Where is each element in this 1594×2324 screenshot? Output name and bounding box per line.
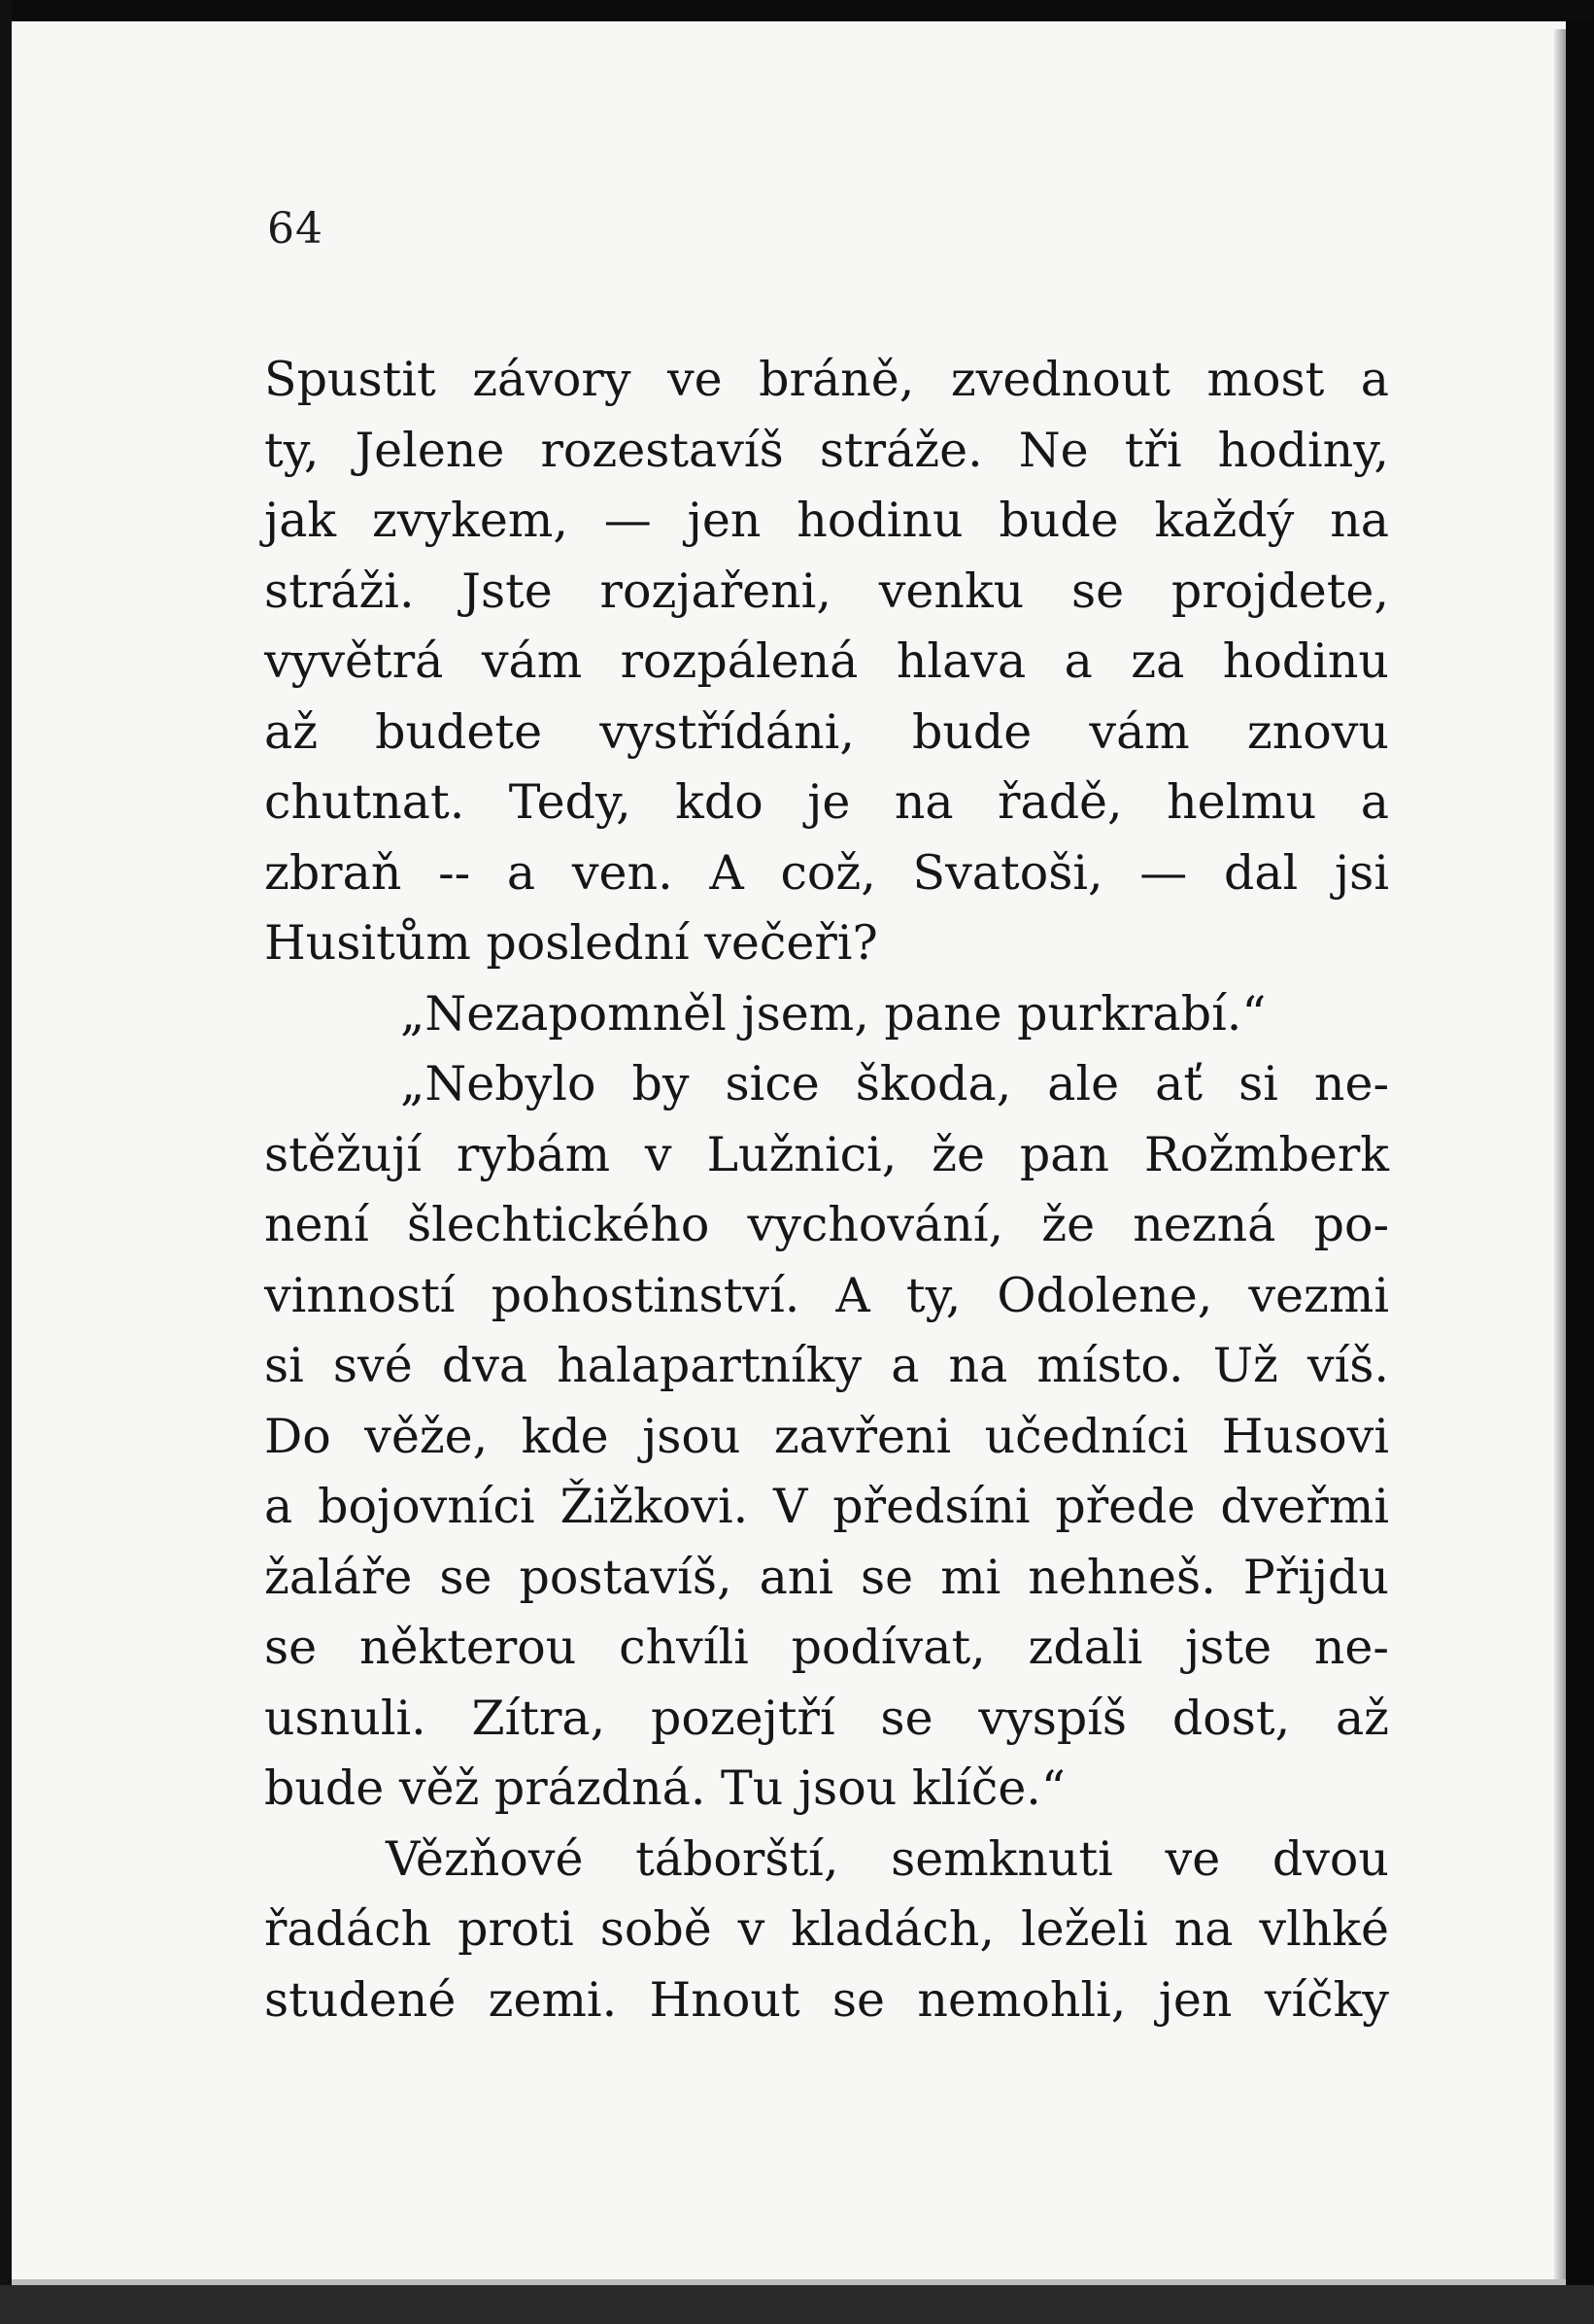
text-line: žaláře se postavíš, ani se mi nehneš. Přijdu bbox=[264, 1549, 1389, 1605]
text-line: Spustit závory ve bráně, zvednout most a bbox=[264, 352, 1389, 407]
text-line: a bojovníci Žižkovi. V předsíni přede dveřmi bbox=[264, 1479, 1389, 1534]
text-line: jak zvykem, — jen hodinu bude každý na bbox=[264, 493, 1389, 548]
text-line: chutnat. Tedy, kdo je na řadě, helmu a bbox=[264, 774, 1389, 830]
text-line: Husitům poslední večeři? bbox=[264, 915, 878, 971]
text-line: vinností pohostinství. A ty, Odolene, vezmi bbox=[264, 1267, 1389, 1323]
text-line: „Nezapomněl jsem, pane purkrabí.“ bbox=[400, 985, 1267, 1042]
text-line: se některou chvíli podívat, zdali jste ne- bbox=[264, 1620, 1389, 1675]
text-line: „Nebylo by sice škoda, ale ať si ne- bbox=[400, 1056, 1389, 1111]
text-line: si své dva halapartníky a na místo. Už víš. bbox=[264, 1338, 1389, 1393]
text-line: není šlechtického vychování, že nezná po- bbox=[264, 1197, 1389, 1252]
scan-border-left bbox=[0, 0, 12, 2324]
text-line: stěžují rybám v Lužnici, že pan Rožmberk bbox=[264, 1126, 1389, 1182]
text-line: řadách proti sobě v kladách, leželi na vlhké bbox=[264, 1901, 1389, 1957]
text-line: vyvětrá vám rozpálená hlava a za hodinu bbox=[264, 633, 1389, 689]
text-line: studené zemi. Hnout se nemohli, jen víčky bbox=[264, 1971, 1389, 2028]
text-line: Vězňové táborští, semknuti ve dvou bbox=[386, 1830, 1389, 1887]
text-line: usnuli. Zítra, pozejtří se vyspíš dost, až bbox=[264, 1690, 1389, 1746]
page-edge-shadow bbox=[1554, 29, 1566, 2303]
text-line: Do věže, kde jsou zavřeni učedníci Husovi bbox=[264, 1408, 1389, 1464]
text-line: stráži. Jste rozjařeni, venku se projdete, bbox=[264, 563, 1389, 619]
text-line: až budete vystřídáni, bude vám znovu bbox=[264, 703, 1389, 760]
scan-border-bottom bbox=[0, 2285, 1594, 2324]
body-text bbox=[264, 345, 1389, 2035]
text-line: ty, Jelene rozestavíš stráže. Ne tři hodiny, bbox=[264, 422, 1389, 478]
scan-border-right bbox=[1566, 19, 1594, 2324]
scan-border-top bbox=[0, 0, 1594, 21]
text-line: zbraň -- a ven. A což, Svatoši, — dal jsi bbox=[264, 844, 1389, 901]
text-line: bude věž prázdná. Tu jsou klíče.“ bbox=[264, 1760, 1066, 1816]
page-number: 64 bbox=[267, 204, 323, 254]
